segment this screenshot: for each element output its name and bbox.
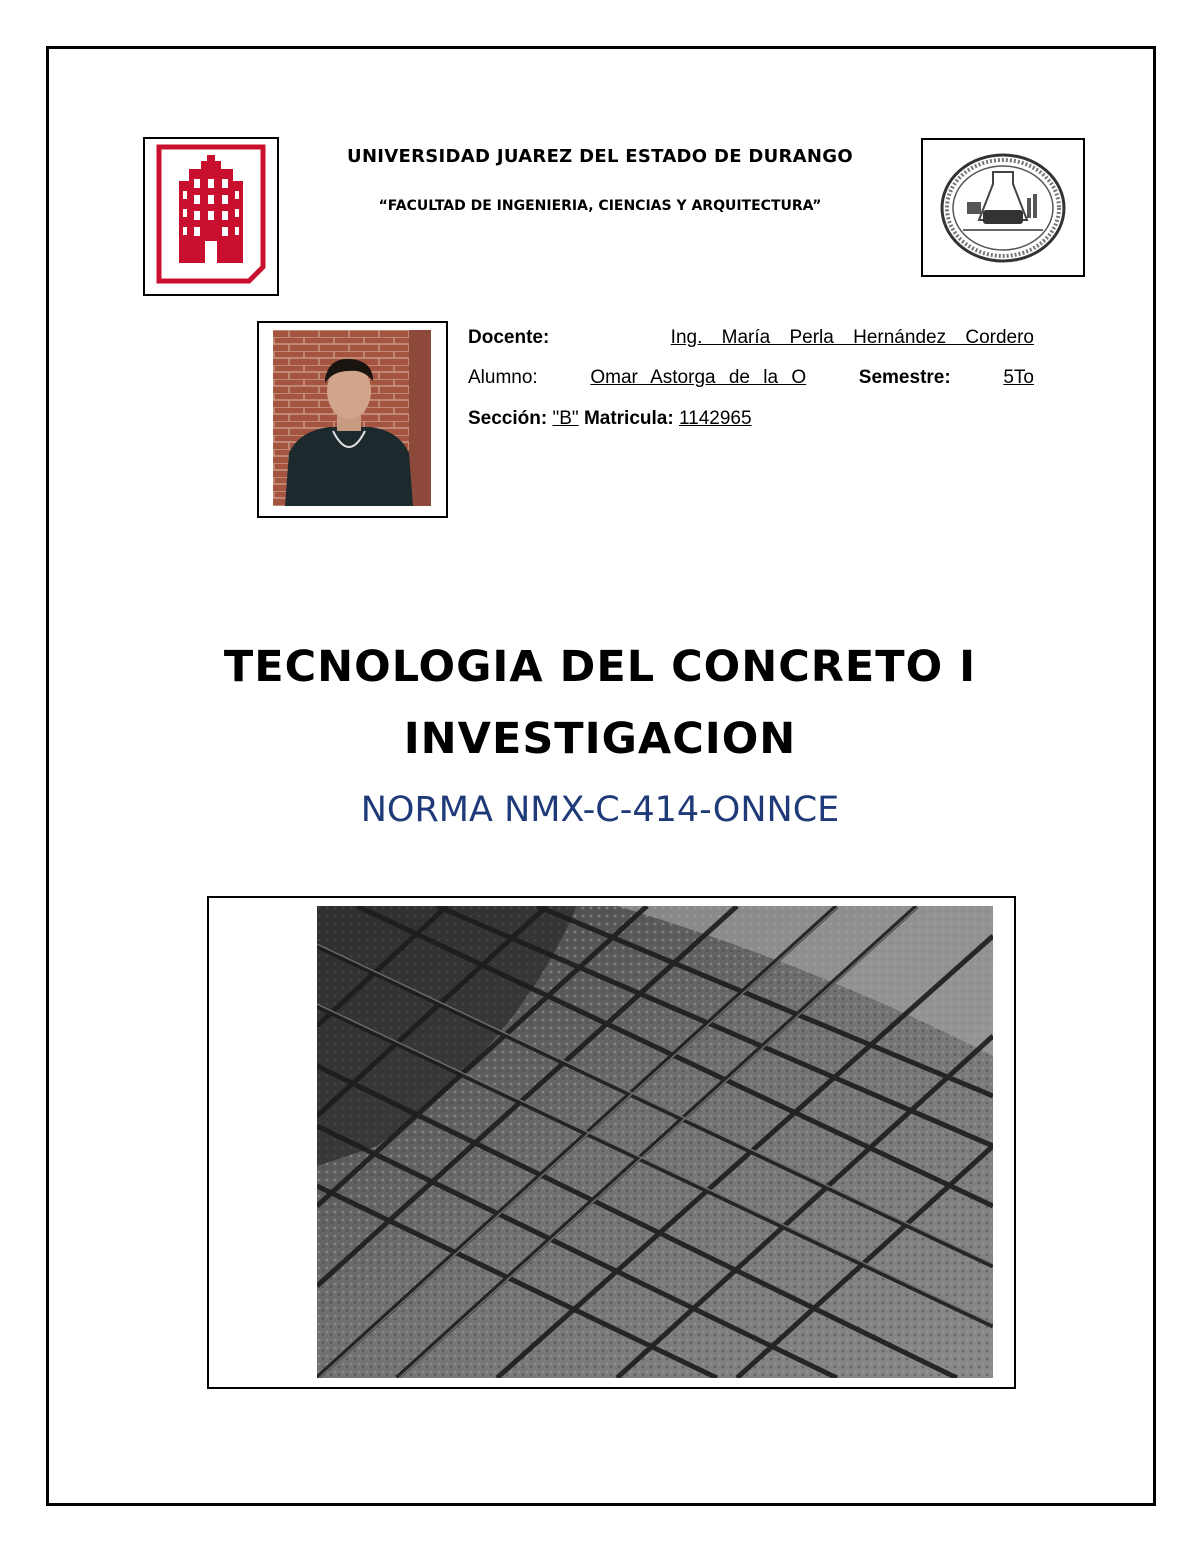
document-subtitle: NORMA NMX-C-414-ONNCE — [360, 790, 840, 830]
student-portrait-icon — [259, 323, 442, 512]
matricula-label: Matricula: — [583, 408, 674, 429]
fica-logo — [921, 138, 1085, 277]
ujed-logo — [143, 137, 279, 296]
student-photo — [257, 321, 448, 518]
document-title-line2: INVESTIGACION — [403, 714, 797, 764]
semestre-label: Semestre: — [858, 367, 951, 388]
docente-label: Docente: — [468, 327, 550, 348]
alumno-row — [468, 367, 1034, 389]
semestre-value: 5To — [1003, 367, 1034, 388]
docente-row — [468, 327, 1034, 349]
cover-image-frame — [207, 896, 1016, 1389]
document-title-line1: TECNOLOGIA DEL CONCRETO I — [223, 642, 977, 692]
alumno-label: Alumno: — [468, 367, 538, 388]
alumno-value: Omar Astorga de la O — [590, 367, 807, 388]
matricula-value: 1142965 — [678, 408, 752, 429]
concrete-rebar-photo — [317, 906, 993, 1378]
university-name: UNIVERSIDAD JUAREZ DEL ESTADO DE DURANGO — [347, 146, 853, 167]
faculty-name: “FACULTAD DE INGENIERIA, CIENCIAS Y ARQUITECTURA” — [378, 198, 822, 214]
seccion-row — [468, 408, 1034, 430]
docente-value: Ing. María Perla Hernández Cordero — [670, 327, 1034, 348]
seccion-label: Sección: — [468, 408, 548, 429]
seccion-value: "B" — [552, 408, 579, 429]
fica-seal-icon — [923, 140, 1083, 275]
ujed-building-icon — [145, 139, 277, 294]
